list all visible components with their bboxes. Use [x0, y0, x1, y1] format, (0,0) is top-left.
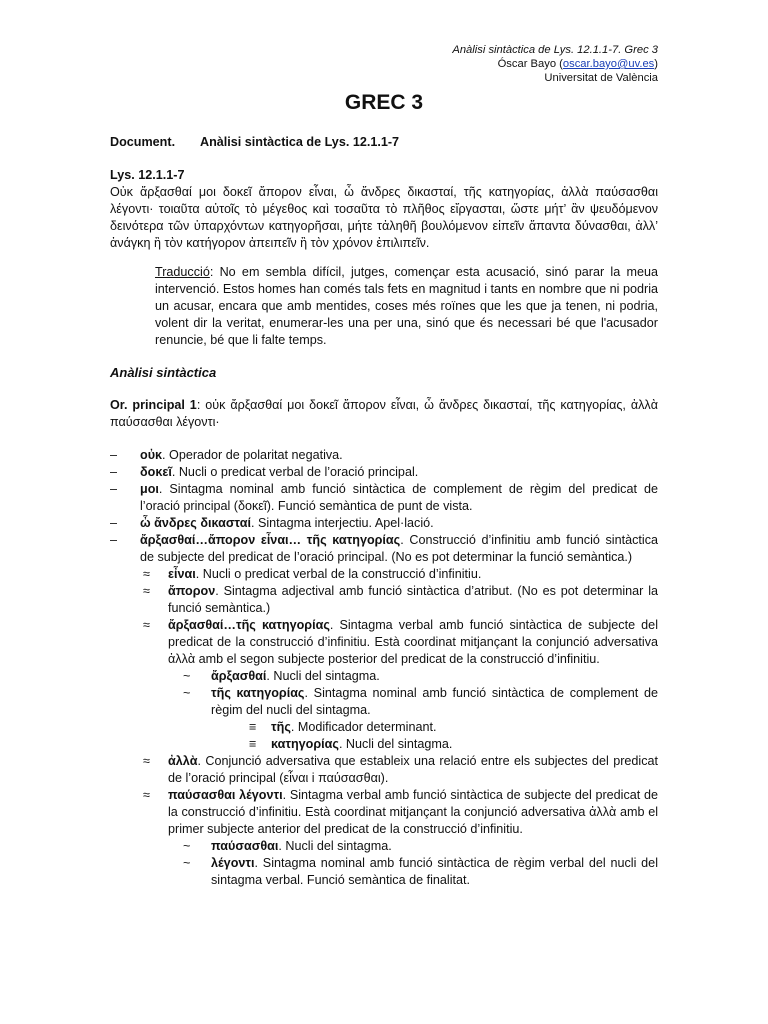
list-item: [110, 464, 658, 481]
level3-list: [183, 838, 658, 889]
item-term: παύσασθαι: [211, 839, 279, 853]
tilde-marker: ~: [183, 686, 191, 700]
header-author: Óscar Bayo (: [497, 58, 563, 70]
document-label: Document.: [110, 135, 176, 149]
translation-label: Traducció: [155, 265, 210, 279]
source-reference: Lys. 12.1.1-7: [110, 168, 185, 182]
item-term: οὐκ: [140, 448, 163, 462]
item-desc: . Nucli del sintagma.: [266, 669, 380, 683]
item-desc: . Construcció d’infinitiu amb funció sintàctica de subjecte del predicat de l’oració principal. (No es pot determinar la funció semàntica.): [140, 533, 659, 564]
list-item: [143, 566, 658, 583]
item-desc: . Sintagma adjectival amb funció sintàctica d’atribut. (No es pot determinar la funció semàntica.): [168, 584, 658, 615]
approx-marker: ≈: [143, 567, 150, 581]
dash-marker: –: [110, 448, 118, 462]
level4-list: [249, 719, 658, 753]
list-item: [143, 753, 658, 787]
approx-marker: ≈: [143, 618, 150, 632]
list-item: [143, 617, 658, 753]
page-header: [258, 43, 658, 85]
item-term: ἀλλὰ: [168, 754, 198, 768]
analysis-heading: Anàlisi sintàctica: [110, 365, 217, 380]
item-term: ἄρξασθαί: [211, 669, 267, 683]
source-text-block: [110, 167, 658, 252]
principal-label: Or. principal 1: [110, 398, 197, 412]
list-item: [183, 668, 658, 685]
item-term: μοι: [140, 482, 159, 496]
principal-clause: [110, 397, 658, 431]
level2-list: [143, 566, 658, 889]
item-term: τῆς: [271, 720, 291, 734]
list-item: [249, 736, 658, 753]
list-item: [249, 719, 658, 736]
page-title: GREC 3: [344, 91, 424, 114]
header-author-close: ): [654, 58, 658, 70]
item-desc: . Modificador determinant.: [290, 720, 437, 734]
item-term: ὦ ἄνδρες δικασταί: [140, 516, 251, 530]
equiv-marker: ≡: [249, 720, 257, 734]
item-desc: . Sintagma verbal amb funció sintàctica de subjecte del predicat de la construcció d’infinitiu. Està coordinat mitjançant la conjunció adversativa ἀλλὰ amb el primer subjecte anterior del predicat de la construcció d’infinitiu.: [168, 788, 658, 836]
item-term: ἄρξασθαί…ἄπορον εἶναι… τῆς κατηγορίας: [140, 533, 401, 547]
approx-marker: ≈: [143, 788, 150, 802]
header-university: Universitat de València: [544, 72, 658, 84]
dash-marker: –: [110, 465, 118, 479]
principal-text: : οὐκ ἄρξασθαί μοι δοκεῖ ἄπορον εἶναι, ὦ ἄνδρες δικασταί, τῆς κατηγορίας, ἀλλὰ παύσασθαι λέγοντι·: [110, 398, 658, 429]
dash-marker: –: [110, 516, 118, 530]
item-desc: . Nucli del sintagma.: [278, 839, 392, 853]
header-author-line: [258, 57, 658, 71]
item-desc: . Nucli o predicat verbal de la construcció d’infinitiu.: [195, 567, 482, 581]
item-term: ἄρξασθαί…τῆς κατηγορίας: [168, 618, 330, 632]
item-desc: . Sintagma interjectiu. Apel·lació.: [250, 516, 434, 530]
tilde-marker: ~: [183, 669, 191, 683]
document-value: Anàlisi sintàctica de Lys. 12.1.1-7: [200, 135, 400, 149]
list-item: [143, 787, 658, 889]
item-term: εἶναι: [168, 567, 196, 581]
list-item: [110, 532, 658, 566]
dash-marker: –: [110, 533, 118, 547]
equiv-marker: ≡: [249, 737, 257, 751]
translation-text: : No em sembla difícil, jutges, començar esta acusació, sinó parar la meua intervenció. Estos homes han comés tals fets en magnitud i tants en nombre que ni podria un acusar, encara que amb mentides, coses més roïnes que les que ja tenen, ni podria, volent dir la veritat, enumerar-les una per una, sinó que és necessari bé que l'acusador renuncie, bé que li falte temps.: [155, 265, 658, 347]
item-term: παύσασθαι λέγοντι: [168, 788, 283, 802]
author-email-link[interactable]: oscar.bayo@uv.es: [562, 58, 655, 70]
greek-text: Οὐκ ἄρξασθαί μοι δοκεῖ ἄπορον εἶναι, ὦ ἄνδρες δικασταί, τῆς κατηγορίας, ἀλλὰ παύσασθαι λέγοντι· τοιαῦτα αὐτοῖς τὸ μέγεθος καὶ τοσαῦτα τὸ πλῆθος εἴργασται, ὥστε μήτ’ ἂν ψευδόμενον δεινότερα τῶν ὑπαρχόντων κατηγορῆσαι, μήτε τἀληθῆ βουλόμενον εἰπεῖν ἅπαντα δύνασθαι, ἀλλ’ ἀνάγκη ἢ τὸν κατήγορον ἀπειπεῖν ἢ τὸν χρόνον ἐπιλιπεῖν.: [110, 185, 658, 250]
list-item: [183, 838, 658, 855]
item-term: τῆς κατηγορίας: [211, 686, 305, 700]
item-desc: . Sintagma nominal amb funció sintàctica de complement de règim del predicat de l’oració principal (δοκεῖ). Funció semàntica de punt de vista.: [140, 482, 658, 513]
document-line: [110, 134, 399, 151]
dash-marker: –: [110, 482, 118, 496]
analysis-list: [110, 447, 658, 889]
list-item: [110, 481, 658, 515]
approx-marker: ≈: [143, 754, 150, 768]
level3-list: [183, 668, 658, 753]
translation-paragraph: [155, 264, 658, 349]
item-desc: . Sintagma verbal amb funció sintàctica de subjecte del predicat de la construcció d’infinitiu. Està coordinat mitjançant la conjunció adversativa ἀλλὰ amb el segon subjecte posterior del predicat de la construcció d’infinitiu.: [168, 618, 658, 666]
list-item: [110, 447, 658, 464]
list-item: [183, 685, 658, 753]
item-term: δοκεῖ: [140, 465, 172, 479]
item-desc: . Operador de polaritat negativa.: [162, 448, 343, 462]
item-term: κατηγορίας: [271, 737, 339, 751]
tilde-marker: ~: [183, 856, 191, 870]
item-term: λέγοντι: [211, 856, 255, 870]
item-desc: . Sintagma nominal amb funció sintàctica de règim verbal del nucli del sintagma verbal. Funció semàntica de finalitat.: [211, 856, 658, 887]
approx-marker: ≈: [143, 584, 150, 598]
item-desc: . Sintagma nominal amb funció sintàctica de complement de règim del nucli del sintagma.: [211, 686, 658, 717]
level1-list: [110, 447, 658, 566]
list-item: [110, 515, 658, 532]
item-term: ἄπορον: [168, 584, 216, 598]
header-course-line: Anàlisi sintàctica de Lys. 12.1.1-7. Grec 3: [452, 44, 658, 56]
list-item: [183, 855, 658, 889]
item-desc: . Nucli o predicat verbal de l’oració principal.: [171, 465, 419, 479]
item-desc: . Conjunció adversativa que estableix una relació entre els subjectes del predicat de l’oració principal (εἶναι i παύσασθαι).: [168, 754, 658, 785]
list-item: [143, 583, 658, 617]
tilde-marker: ~: [183, 839, 191, 853]
item-desc: . Nucli del sintagma.: [338, 737, 453, 751]
